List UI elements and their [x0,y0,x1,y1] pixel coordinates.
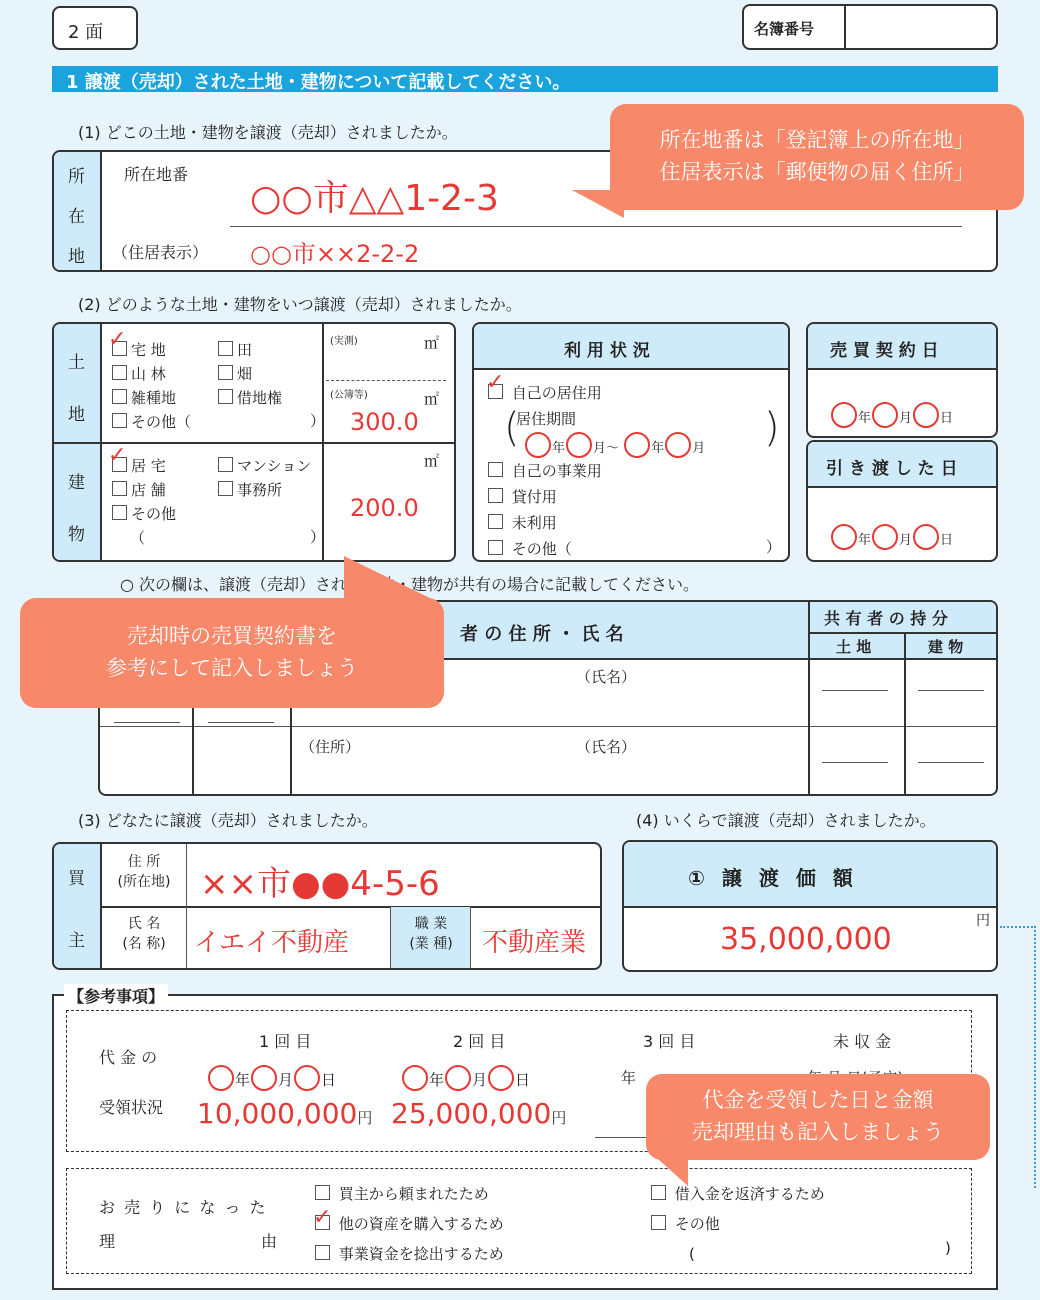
payment-amount-1[interactable]: 10,000,000円 [197,1097,373,1130]
usage-box: 利 用 状 況 自己の居住用 ✓ 居住期間 年 月～ 年 月 自己の事業用 貸付用 未利用 その他（ ） ( ) [472,322,790,562]
bldg-area-value[interactable]: 200.0 [350,494,419,522]
payment-amount-2[interactable]: 25,000,000円 [391,1097,567,1130]
price-title: ① 譲 渡 価 額 [688,866,853,890]
bubble-tail-2 [344,556,434,600]
section-title-bar [52,66,998,92]
usage-title: 利 用 状 況 [564,341,650,361]
registry-label: 名簿番号 [754,20,815,38]
hint-bubble-payment [646,1074,990,1160]
land-label-2: 地 [68,405,85,425]
checkbox-jimusho[interactable] [218,481,233,496]
buyer-box: 買 主 住 所 (所在地) ××市●●4-5-6 氏 名 (名 称) イエイ不動産 職 業 (業 種) 不動産業 [52,842,602,970]
hint-line-6: 売却理由も記入しましょう [692,1120,944,1144]
checkbox-reason-other[interactable] [651,1215,666,1230]
hint-line-1: 所在地番は「登記簿上の所在地」 [659,128,975,152]
price-value[interactable]: 35,000,000 [720,922,892,957]
dotted-connector [1000,926,1036,1188]
land-area-value[interactable]: 300.0 [350,408,419,436]
reference-title: 【参考事項】 [64,984,168,1007]
bubble-tail-3 [648,1150,688,1186]
checkbox-ta[interactable] [218,341,233,356]
property-type-box: 土 地 宅 地 ✓ 山 林 雑種地 その他（ 田 畑 借地権 ） (実測) ㎡ (公簿等) ㎡ 300.0 建 物 居 宅 ✓ 店 舗 その他 （ マンション 事務所 ） ㎡ 200.0 [52,322,456,562]
shared-note: ○ 次の欄は、譲渡（売却）された土地・建物が共有の場合に記載してください。 [120,575,700,594]
hint-bubble-contract [20,598,444,708]
checkbox-reason-buyer[interactable] [315,1185,330,1200]
payment-status-area: 代 金 の 受領状況 1 回 目 2 回 目 3 回 目 未 収 金 年 月 日 年 月 日 年 10,000,000円 25,000,000円 [66,1010,972,1152]
bubble-tail [572,190,624,218]
checkbox-hatake[interactable] [218,365,233,380]
location-side-3: 地 [68,247,85,267]
hint-line-5: 代金を受領した日と金額 [702,1088,934,1112]
payment-date-1[interactable]: 年 月 日 [207,1065,336,1091]
contract-title: 売 買 契 約 日 [830,341,939,361]
location-side-2: 在 [68,207,85,227]
checkbox-reason-funds[interactable] [315,1245,330,1260]
handover-date-field[interactable]: 年 月 日 [830,524,953,550]
buyer-occupation[interactable]: 不動産業 [482,928,587,958]
sale-price-box: ① 譲 渡 価 額 35,000,000 円 [622,840,998,972]
address-label: （住居表示） [112,243,209,262]
buyer-address[interactable]: ××市●●4-5-6 [200,864,440,904]
checkbox-shakuchi[interactable] [218,389,233,404]
checkbox-mansion[interactable] [218,457,233,472]
contract-date-field[interactable]: 年 月 日 [830,402,953,428]
q1-question: (1) どこの土地・建物を譲渡（売却）されましたか。 [78,123,458,142]
checkbox-land-other[interactable] [112,413,127,428]
hint-line-3: 売却時の売買契約書を [127,624,337,648]
checkbox-self-business[interactable] [488,462,503,477]
bldg-label-2: 物 [68,525,85,545]
checkbox-usage-other[interactable] [488,540,503,555]
address-value[interactable]: ○○市××2-2-2 [250,240,420,268]
contract-date-box [806,322,998,438]
lot-label: 所在地番 [124,165,189,184]
checkbox-reason-loan[interactable] [651,1185,666,1200]
q4-question: (4) いくらで譲渡（売却）されましたか。 [636,811,936,830]
jissoku-label: (実測) [330,336,358,347]
share-title: 共 有 者 の 持 分 [824,609,948,628]
payment-date-2[interactable]: 年 月 日 [401,1065,530,1091]
registry-number-box [742,4,998,50]
checkbox-sanrin[interactable] [112,365,127,380]
shared-owner-table: 者 の 住 所 ・ 氏 名 共 有 者 の 持 分 土 地 建 物 （氏名） （住所） （氏名） [98,600,998,796]
sale-reason-area: お 売 り に な っ た 理 由 買主から頼まれたため 他の資産を購入するため ✓ 事業資金を捻出するため 借入金を返済するため その他 ( ) [66,1168,972,1274]
checkbox-rental[interactable] [488,488,503,503]
handover-title: 引 き 渡 し た 日 [826,459,958,479]
registry-number-field[interactable] [848,8,988,46]
hint-line-2: 住居表示は「郵便物の届く住所」 [659,160,975,184]
lot-value[interactable]: ○○市△△1-2-3 [250,178,499,219]
checkbox-unused[interactable] [488,514,503,529]
shared-header: 者 の 住 所 ・ 氏 名 [460,624,624,645]
checkbox-tenpo[interactable] [112,481,127,496]
buyer-name[interactable]: イエイ不動産 [194,928,349,958]
land-label-1: 土 [68,353,85,373]
section-title: 1 譲渡（売却）された土地・建物について記載してください。 [66,72,571,93]
hint-line-4: 参考にして記入しましょう [106,656,358,680]
checkbox-bldg-other[interactable] [112,505,127,520]
q2-question: (2) どのような土地・建物をいつ譲渡（売却）されましたか。 [78,295,522,314]
location-side-1: 所 [68,167,85,187]
bldg-label-1: 建 [68,473,85,493]
q3-question: (3) どなたに譲渡（売却）されましたか。 [78,811,378,830]
kobo-label: (公簿等) [330,390,368,401]
page-label: 2 面 [68,22,104,43]
handover-date-box [806,440,998,562]
page-label-box [52,6,138,50]
checkbox-zasshu[interactable] [112,389,127,404]
hint-bubble-location [610,104,1024,210]
